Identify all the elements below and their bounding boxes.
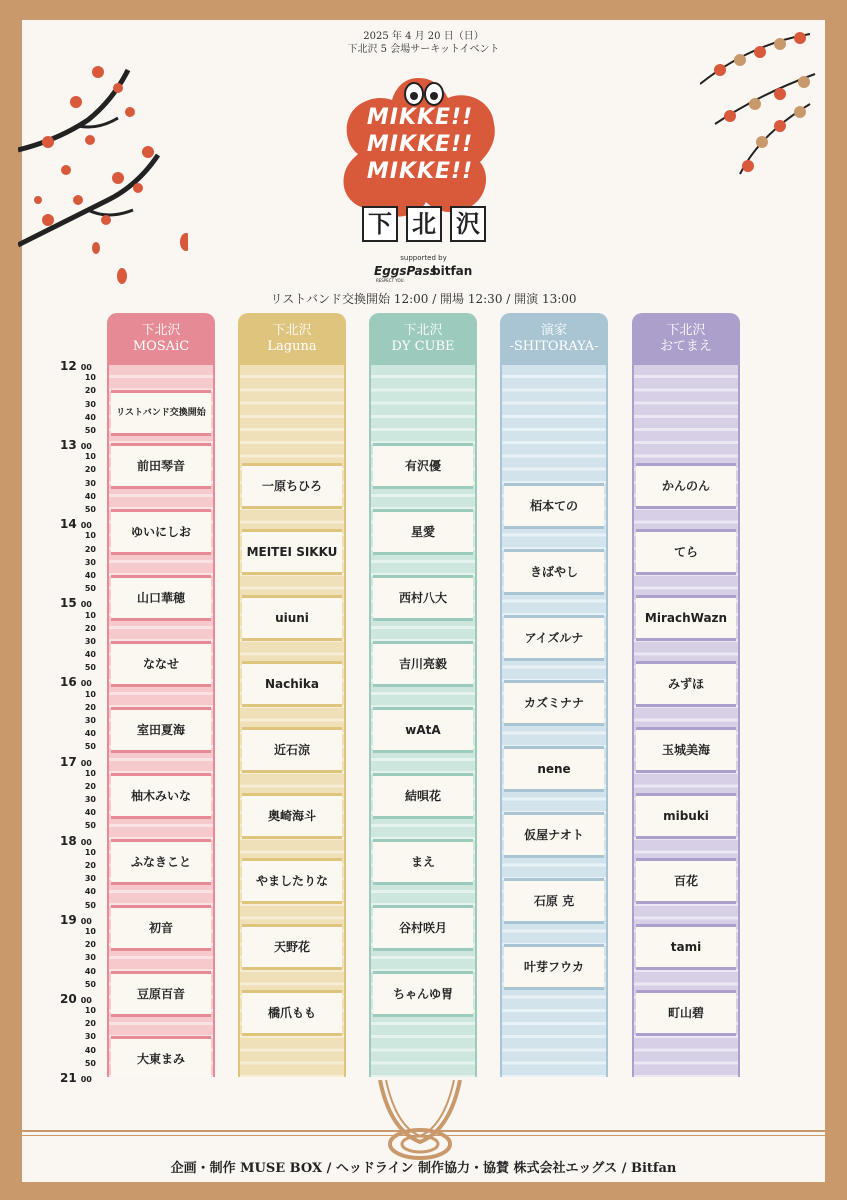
minute-label: 20 xyxy=(84,940,96,950)
venue-header xyxy=(238,313,346,365)
performer-slot: アイズルナ xyxy=(504,618,604,658)
venue-area: 下北沢 xyxy=(403,323,443,338)
minute-label: 10 xyxy=(84,373,96,383)
performer-slot: MirachWazn xyxy=(636,598,736,638)
venue-area: 下北沢 xyxy=(272,323,312,338)
performer-slot: 一原ちひろ xyxy=(242,466,342,506)
minute-label: 30 xyxy=(84,874,96,884)
venue-header xyxy=(632,313,740,365)
footer-credits: 企画・制作 MUSE BOX / ヘッドライン 制作協力・協賛 株式会社エッグス / Bitfan xyxy=(170,1161,677,1176)
minute-label: 50 xyxy=(84,979,96,989)
hour-label xyxy=(60,1071,92,1085)
minute-label: 20 xyxy=(84,1019,96,1029)
minute-label: 40 xyxy=(84,887,96,897)
venue-area: 演家 xyxy=(540,323,567,338)
performer-slot: 山口華穂 xyxy=(111,578,211,618)
event-times: リストバンド交換開始 12:00 / 開場 12:30 / 開演 13:00 xyxy=(270,292,577,306)
performer-slot: カズミナナ xyxy=(504,683,604,723)
hour-minutes: 00 xyxy=(80,916,92,926)
venue-name: Laguna xyxy=(267,339,317,354)
minute-label: 40 xyxy=(84,1045,96,1055)
hour-value: 21 xyxy=(60,1071,77,1085)
event-date: 2025 年 4 月 20 日（日） xyxy=(363,31,484,42)
title-line: MIKKE!! xyxy=(366,105,474,130)
performer-slot: てら xyxy=(636,532,736,572)
venue-column xyxy=(369,313,477,1077)
hour-label xyxy=(60,596,92,610)
venue-header xyxy=(369,313,477,365)
minute-label: 50 xyxy=(84,742,96,752)
hour-value: 12 xyxy=(60,359,77,373)
minute-label: 20 xyxy=(84,465,96,475)
performer-slot: 豆原百音 xyxy=(111,974,211,1014)
venue-timeline xyxy=(107,365,215,1077)
minute-label: 10 xyxy=(84,926,96,936)
minute-label: 10 xyxy=(84,847,96,857)
performer-slot: ゆいにしお xyxy=(111,512,211,552)
eggspass-tagline: RESPECT YOU. xyxy=(376,278,405,283)
hour-value: 20 xyxy=(60,991,77,1006)
title-line: MIKKE!! xyxy=(366,159,474,184)
minute-label: 50 xyxy=(84,821,96,831)
performer-slot: まえ xyxy=(373,842,473,882)
event-subtitle: 下北沢 5 会場サーキットイベント xyxy=(347,44,500,55)
performer-slot: かんのん xyxy=(636,466,736,506)
venue-column xyxy=(632,313,740,1077)
hour-minutes: 00 xyxy=(80,758,92,768)
performer-slot: 近石涼 xyxy=(242,730,342,770)
minute-label: 30 xyxy=(84,636,96,646)
performer-slot: ふなきこと xyxy=(111,842,211,882)
hour-value: 14 xyxy=(60,517,77,532)
minute-label: 30 xyxy=(84,478,96,488)
performer-slot: 柚木みいな xyxy=(111,776,211,816)
hour-label xyxy=(60,517,92,531)
venue-name: MOSAiC xyxy=(132,339,190,354)
performer-slot: 橋爪もも xyxy=(242,993,342,1033)
performer-slot: nene xyxy=(504,749,604,789)
performer-slot: リストバンド交換開始 xyxy=(111,393,211,433)
hour-minutes: 00 xyxy=(80,1075,92,1084)
performer-slot: 有沢優 xyxy=(373,446,473,486)
minute-label: 50 xyxy=(84,1058,96,1068)
minute-label: 30 xyxy=(84,399,96,409)
performer-slot: みずほ xyxy=(636,664,736,704)
performer-slot: 玉城美海 xyxy=(636,730,736,770)
minute-label: 10 xyxy=(84,689,96,699)
performer-slot: 大東まみ xyxy=(111,1039,211,1077)
performer-slot: 前田琴音 xyxy=(111,446,211,486)
performer-slot: ちゃんゆ胃 xyxy=(373,974,473,1014)
minute-label: 30 xyxy=(84,795,96,805)
venue-timeline xyxy=(632,365,740,1077)
hour-value: 16 xyxy=(60,675,77,690)
venue-area: 下北沢 xyxy=(141,323,181,338)
performer-slot: 栢本ての xyxy=(504,486,604,526)
minute-label: 20 xyxy=(84,544,96,554)
title-line: MIKKE!! xyxy=(366,132,474,157)
minute-label: 40 xyxy=(84,808,96,818)
venue-column xyxy=(238,313,346,1077)
venue-column xyxy=(500,313,608,1077)
performer-slot: 百花 xyxy=(636,861,736,901)
hour-minutes: 00 xyxy=(80,837,92,847)
hour-label xyxy=(60,438,92,452)
minute-label: 10 xyxy=(84,1006,96,1016)
minute-label: 50 xyxy=(84,425,96,435)
venue-name: -SHITORAYA- xyxy=(509,339,599,354)
minute-label: 10 xyxy=(84,768,96,778)
minute-label: 40 xyxy=(84,570,96,580)
performer-slot: tami xyxy=(636,927,736,967)
minute-label: 40 xyxy=(84,729,96,739)
hour-label xyxy=(60,992,92,1006)
bitfan-logo: bitfan xyxy=(432,264,473,278)
minute-label: 50 xyxy=(84,900,96,910)
hour-value: 17 xyxy=(60,754,77,769)
hour-label xyxy=(60,755,92,769)
event-title xyxy=(350,104,490,185)
place-char: 北 xyxy=(406,206,442,242)
eggspass-logo: EggsPass xyxy=(374,264,437,278)
minute-label: 20 xyxy=(84,623,96,633)
minute-label: 40 xyxy=(84,966,96,976)
performer-slot: きばやし xyxy=(504,552,604,592)
minute-label: 10 xyxy=(84,610,96,620)
minute-label: 20 xyxy=(84,781,96,791)
venue-column xyxy=(107,313,215,1077)
minute-label: 40 xyxy=(84,412,96,422)
performer-slot: mibuki xyxy=(636,796,736,836)
venue-header xyxy=(500,313,608,365)
venue-name: おてまえ xyxy=(660,339,712,354)
performer-slot: 吉川亮毅 xyxy=(373,644,473,684)
minute-label: 20 xyxy=(84,702,96,712)
venue-header xyxy=(107,313,215,365)
minute-label: 20 xyxy=(84,861,96,871)
performer-slot: Nachika xyxy=(242,664,342,704)
venue-timeline xyxy=(369,365,477,1077)
hour-value: 13 xyxy=(60,438,77,453)
hour-value: 18 xyxy=(60,833,77,848)
hour-label xyxy=(60,834,92,848)
hour-minutes: 00 xyxy=(80,995,92,1005)
minute-label: 30 xyxy=(84,953,96,963)
hour-minutes: 00 xyxy=(80,363,92,372)
minute-label: 20 xyxy=(84,386,96,396)
place-badge xyxy=(362,206,486,242)
minute-label: 50 xyxy=(84,663,96,673)
minute-label: 40 xyxy=(84,491,96,501)
minute-label: 50 xyxy=(84,584,96,594)
hour-label xyxy=(60,359,92,373)
venue-timeline xyxy=(500,365,608,1077)
venue-area: 下北沢 xyxy=(666,323,706,338)
performer-slot: やましたりな xyxy=(242,861,342,901)
hour-minutes: 00 xyxy=(80,679,92,689)
venue-timeline xyxy=(238,365,346,1077)
performer-slot: 天野花 xyxy=(242,927,342,967)
hour-value: 15 xyxy=(60,596,77,611)
performer-slot: wAtA xyxy=(373,710,473,750)
minute-label: 40 xyxy=(84,650,96,660)
hour-minutes: 00 xyxy=(80,442,92,452)
minute-label: 10 xyxy=(84,531,96,541)
venue-name: DY CUBE xyxy=(391,339,455,354)
performer-slot: uiuni xyxy=(242,598,342,638)
minute-label: 10 xyxy=(84,452,96,462)
performer-slot: 奥崎海斗 xyxy=(242,796,342,836)
performer-slot: 町山碧 xyxy=(636,993,736,1033)
performer-slot: MEITEI SIKKU xyxy=(242,532,342,572)
performer-slot: 室田夏海 xyxy=(111,710,211,750)
minute-label: 50 xyxy=(84,505,96,515)
place-char: 沢 xyxy=(450,206,486,242)
performer-slot: ななせ xyxy=(111,644,211,684)
sponsor-logos xyxy=(374,264,494,284)
performer-slot: 石原 克 xyxy=(504,881,604,921)
place-char: 下 xyxy=(362,206,398,242)
hour-minutes: 00 xyxy=(80,521,92,531)
hour-minutes: 00 xyxy=(80,600,92,610)
performer-slot: 西村八大 xyxy=(373,578,473,618)
performer-slot: 星愛 xyxy=(373,512,473,552)
minute-label: 30 xyxy=(84,716,96,725)
performer-slot: 初音 xyxy=(111,908,211,948)
performer-slot: 結唄花 xyxy=(373,776,473,816)
minute-label: 30 xyxy=(84,1032,96,1042)
hour-value: 19 xyxy=(60,912,77,927)
performer-slot: 叶芽フウカ xyxy=(504,947,604,987)
minute-label: 30 xyxy=(84,557,96,567)
supported-by-label: supported by xyxy=(400,254,447,262)
performer-slot: 谷村咲月 xyxy=(373,908,473,948)
hour-label xyxy=(60,913,92,927)
hour-label xyxy=(60,675,92,689)
performer-slot: 仮屋ナオト xyxy=(504,815,604,855)
